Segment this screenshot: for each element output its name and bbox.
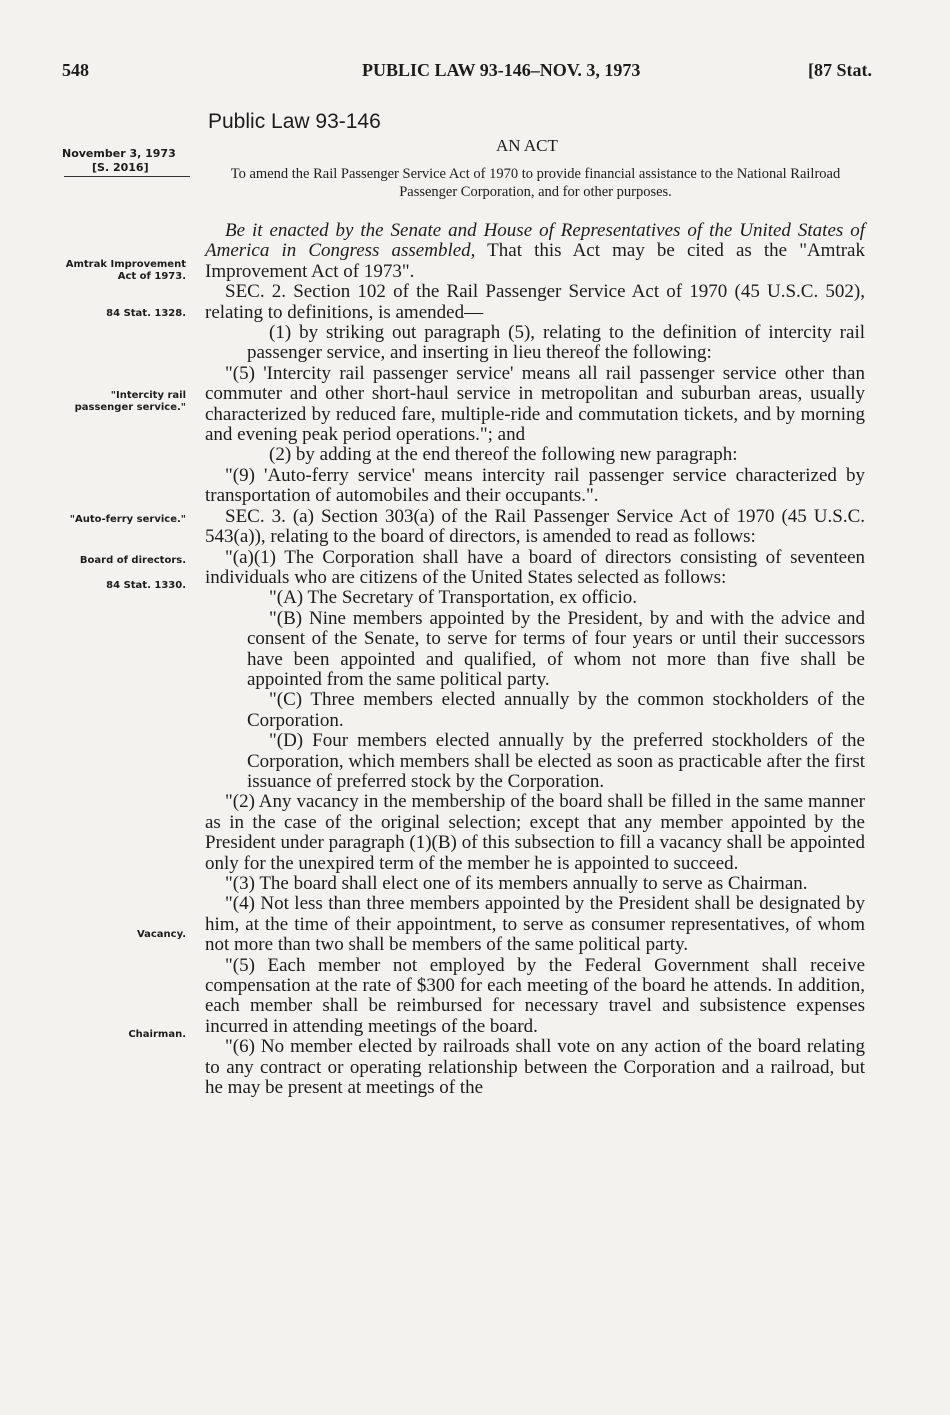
margin-note-stat-1328: 84 Stat. 1328. bbox=[106, 308, 186, 319]
section-3-para-5: "(5) Each member not employed by the Federal Government shall receive compensation at the rate of $300 for each meeting of the board he attends. In addition, each member shall be reimbursed for necessary travel and subsistence expenses incurred in attending meetings of the board. bbox=[205, 954, 865, 1037]
enacting-clause-rest: That this Act may be cited as the "Amtrak Improvement Act of 1973". bbox=[205, 240, 865, 282]
body-text bbox=[205, 221, 865, 1098]
section-3-para-4: "(4) Not less than three members appointed by the President shall be designated by him, at the time of their appointment, to serve as consumer representatives, of whom not more than two shall be members of the same political party. bbox=[205, 893, 865, 956]
enactment-date: November 3, 1973 bbox=[62, 147, 176, 160]
section-3-para-3: "(3) The board shall elect one of its members annually to serve as Chairman. bbox=[225, 873, 808, 894]
margin-note-vacancy: Vacancy. bbox=[136, 929, 186, 940]
bill-number: [S. 2016] bbox=[92, 161, 149, 174]
margin-note-board: Board of directors. bbox=[79, 555, 186, 566]
an-act-heading: AN ACT bbox=[496, 136, 558, 155]
definition-9: "(9) 'Auto-ferry service' means intercity rail passenger service characterized by transportation of automobiles and their occupants.". bbox=[205, 464, 865, 507]
section-3-A: "(A) The Secretary of Transportation, ex officio. bbox=[269, 587, 637, 609]
margin-note-autoferry: "Auto-ferry service." bbox=[69, 514, 186, 525]
law-title: Public Law 93-146 bbox=[208, 110, 381, 133]
section-3-D: "(D) Four members elected annually by the preferred stockholders of the Corporation, which members shall be elected as soon as practicable after the first issuance of preferred stock by the Corporation. bbox=[247, 730, 865, 792]
page-number: 548 bbox=[62, 60, 89, 80]
section-3-a1: "(a)(1) The Corporation shall have a board of directors consisting of seventeen individuals who are citizens of the United States selected as follows: bbox=[205, 546, 865, 588]
volume-ref: [87 Stat. bbox=[808, 60, 872, 80]
margin-note-intercity: "Intercity rail passenger service." bbox=[74, 390, 186, 413]
margin-note-chairman: Chairman. bbox=[128, 1029, 186, 1040]
running-head bbox=[62, 60, 872, 90]
section-2: SEC. 2. Section 102 of the Rail Passenger Service Act of 1970 (45 U.S.C. 502), relating to definitions, is amended— bbox=[205, 281, 865, 323]
section-3-B: "(B) Nine members appointed by the President, by and with the advice and consent of the Senate, to serve for terms of four years or until their successors have been appointed and qualified, of whom not more than five shall be appointed from the same political party. bbox=[247, 607, 865, 690]
date-divider bbox=[64, 176, 190, 177]
section-2-para-1: (1) by striking out paragraph (5), relating to the definition of intercity rail passenger service, and inserting in lieu thereof the following: bbox=[247, 322, 865, 364]
section-3: SEC. 3. (a) Section 303(a) of the Rail Passenger Service Act of 1970 (45 U.S.C. 543(a)), relating to the board of directors, is amended to read as follows: bbox=[205, 505, 865, 548]
enacting-clause-italic: Be it enacted by the Senate and House of Representatives of the United States of America in Congress assembled, bbox=[205, 220, 865, 262]
section-3-C: "(C) Three members elected annually by the common stockholders of the Corporation. bbox=[247, 689, 865, 731]
margin-note-short-title: Amtrak Improvement Act of 1973. bbox=[65, 259, 186, 282]
margin-note-stat-1330: 84 Stat. 1330. bbox=[106, 580, 186, 591]
section-3-para-2: "(2) Any vacancy in the membership of the board shall be filled in the same manner as in the case of the original selection; except that any member appointed by the President under paragraph (1)(B) of this subsection to fill a vacancy shall be appointed only for the unexpired term of the member he is appointed to succeed. bbox=[205, 791, 865, 874]
definition-5: "(5) 'Intercity rail passenger service' means all rail passenger service other than commuter and other short-haul service in metropolitan and suburban areas, usually characterized by reduced fare, multiple-ride and commutation tickets, and by morning and evening peak period operations."; and bbox=[205, 362, 865, 446]
date-block bbox=[62, 147, 190, 175]
purpose-clause: To amend the Rail Passenger Service Act of 1970 to provide financial assistance to the National Railroad Passenger Corporation, and for other purposes. bbox=[230, 166, 841, 200]
section-2-para-2: (2) by adding at the end thereof the following new paragraph: bbox=[269, 444, 738, 466]
enacting-clause bbox=[205, 221, 865, 282]
section-3-para-6: "(6) No member elected by railroads shall vote on any action of the board relating to any contract or operating relationship between the Corporation and a railroad, but he may be present at meetings of the bbox=[205, 1036, 865, 1099]
running-title: PUBLIC LAW 93-146–NOV. 3, 1973 bbox=[362, 60, 641, 80]
